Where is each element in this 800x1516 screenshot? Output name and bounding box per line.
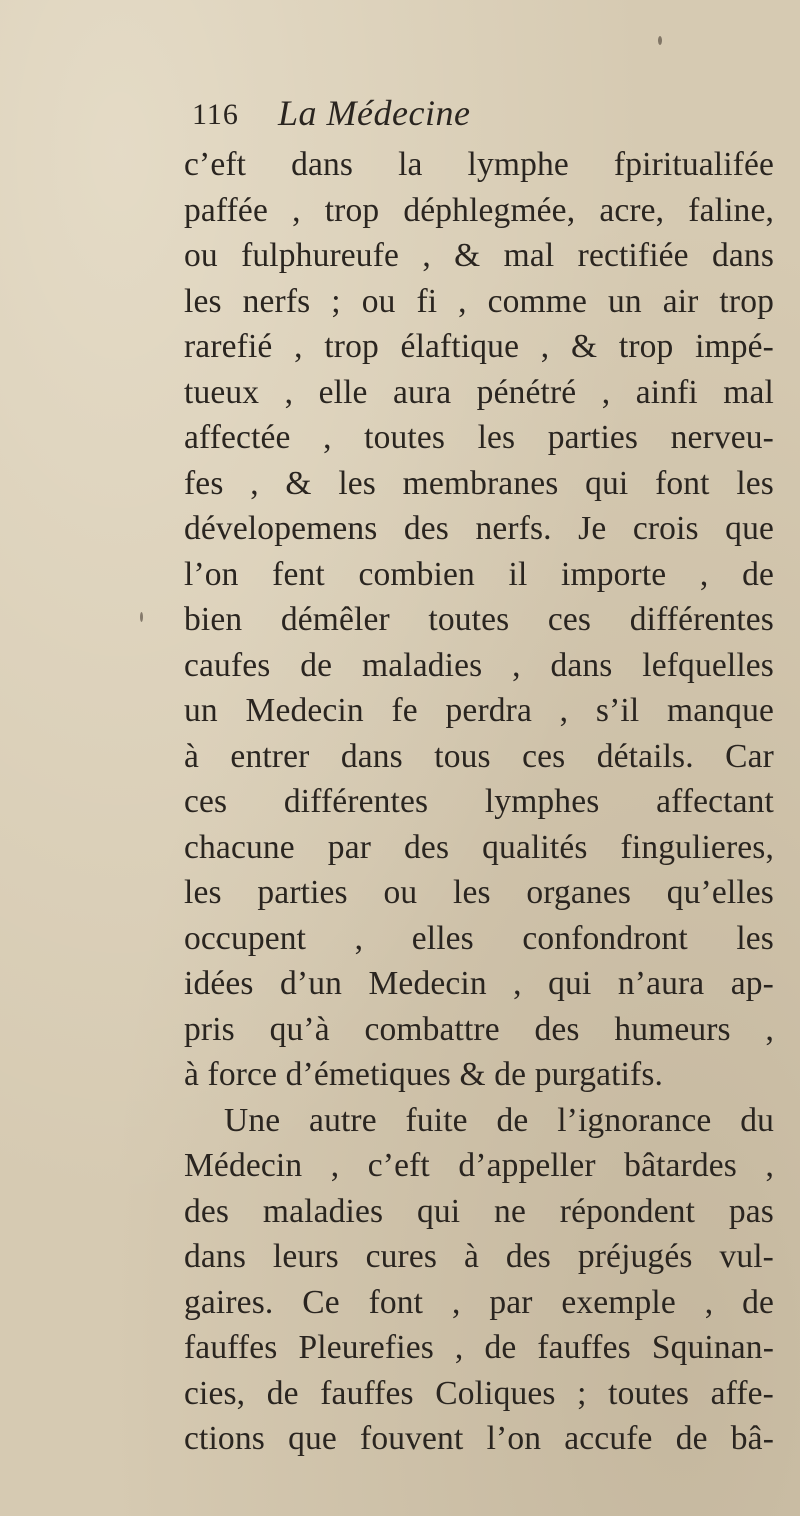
text-line: fes , & les membranes qui font les <box>184 464 774 502</box>
text-line: dans leurs cures à des préjugés vul- <box>184 1238 774 1275</box>
text-line: des maladies qui ne répondent pas <box>184 1192 774 1230</box>
text-line: chacune par des qualités fingulieres, <box>184 828 774 866</box>
text-line: occupent , elles confondront les <box>184 919 774 957</box>
text-line: bien démêler toutes ces différentes <box>184 601 774 638</box>
text-line: ou fulphureufe , & mal rectifiée dans <box>184 237 774 274</box>
text-line: Médecin , c’eft d’appeller bâtardes , <box>184 1147 774 1184</box>
ink-spot <box>140 612 143 622</box>
text-line: à force d’émetiques & de purgatifs. <box>184 1056 664 1093</box>
body-text <box>184 142 774 1462</box>
running-title: La Médecine <box>278 93 471 133</box>
text-line: un Medecin fe perdra , s’il manque <box>184 692 774 729</box>
text-line: les nerfs ; ou fi , comme un air trop <box>184 282 774 320</box>
text-line: cies, de fauffes Coliques ; toutes affe- <box>184 1374 774 1412</box>
page-number: 116 <box>192 98 239 131</box>
page-header <box>192 93 762 138</box>
text-line: pris qu’à combattre des humeurs , <box>184 1010 774 1048</box>
text-line: rarefié , trop élaftique , & trop impé- <box>184 328 774 365</box>
text-line: c’eft dans la lymphe fpiritualifée <box>184 146 774 183</box>
text-line: à entrer dans tous ces détails. Car <box>184 737 774 775</box>
text-line: caufes de maladies , dans lefquelles <box>184 646 774 684</box>
text-line: les parties ou les organes qu’elles <box>184 874 774 911</box>
text-line: fauffes Pleurefies , de fauffes Squinan- <box>184 1329 774 1366</box>
text-line: idées d’un Medecin , qui n’aura ap- <box>184 965 774 1002</box>
text-line: tueux , elle aura pénétré , ainfi mal <box>184 373 774 411</box>
text-line: l’on fent combien il importe , de <box>184 555 774 593</box>
text-line: gaires. Ce font , par exemple , de <box>184 1283 774 1321</box>
text-line: paffée , trop déphlegmée, acre, faline, <box>184 191 774 229</box>
text-line: dévelopemens des nerfs. Je crois que <box>184 510 774 547</box>
text-line: ctions que fouvent l’on accufe de bâ- <box>184 1420 774 1457</box>
ink-spot <box>658 36 662 45</box>
text-line: affectée , toutes les parties nerveu- <box>184 419 774 456</box>
text-line: Une autre fuite de l’ignorance du <box>224 1101 774 1139</box>
text-line: ces différentes lymphes affectant <box>184 783 774 820</box>
